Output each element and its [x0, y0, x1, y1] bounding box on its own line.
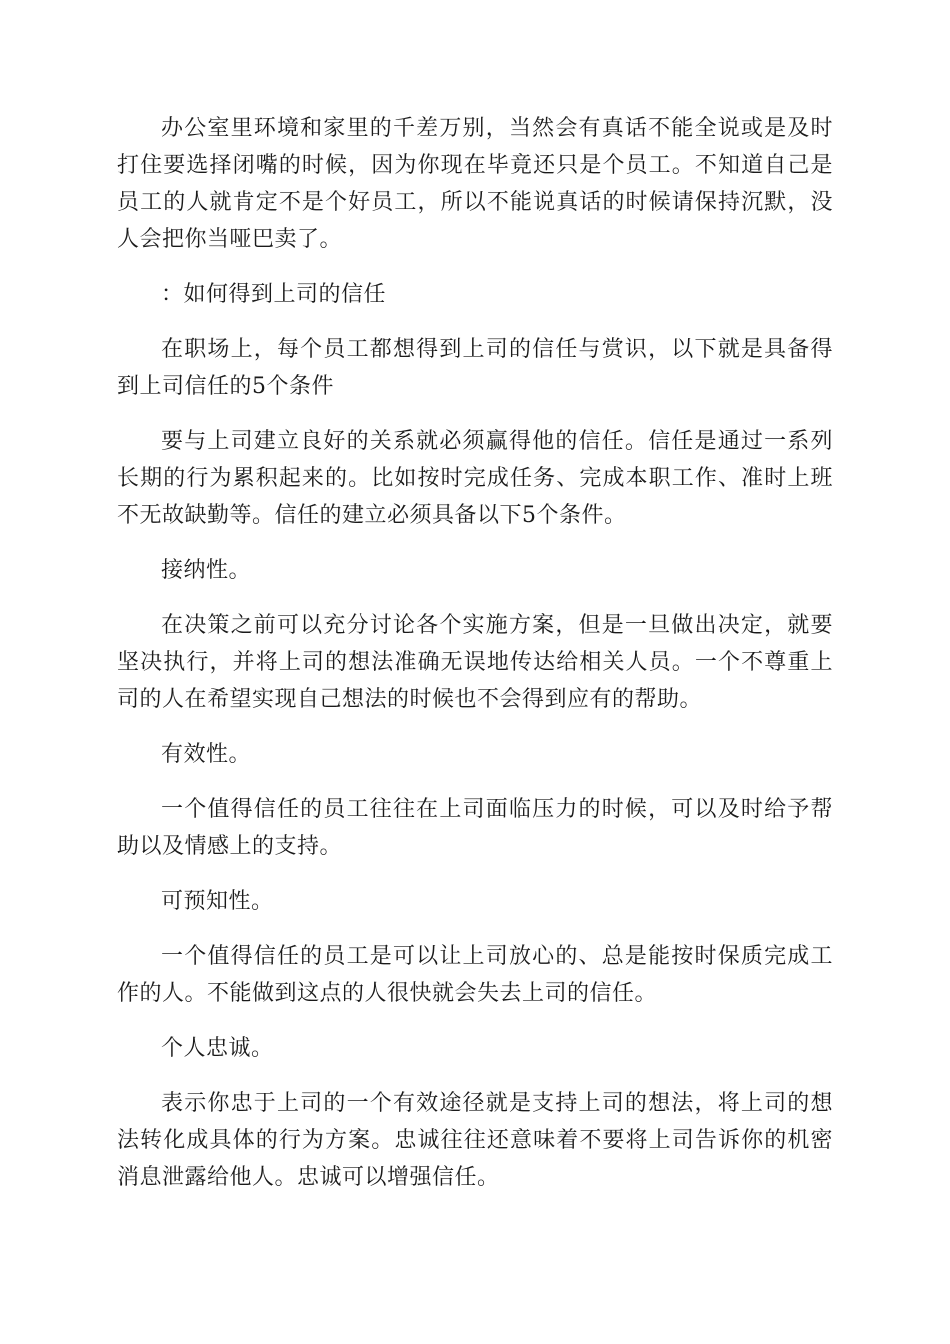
paragraph-loyalty: 表示你忠于上司的一个有效途径就是支持上司的想法，将上司的想法转化成具体的行为方案。忠诚往往还意味着不要将上司告诉你的机密消息泄露给他人。忠诚可以增强信任。: [117, 1091, 833, 1190]
paragraph-effectiveness: 一个值得信任的员工往往在上司面临压力的时候，可以及时给予帮助以及情感上的支持。: [117, 797, 833, 859]
heading-loyalty: 个人忠诚。: [161, 1036, 274, 1061]
paragraph-predictability: 一个值得信任的员工是可以让上司放心的、总是能按时保质完成工作的人。不能做到这点的人很快就会失去上司的信任。: [117, 944, 833, 1006]
paragraph-office-silence: 办公室里环境和家里的千差万别，当然会有真话不能全说或是及时打住要选择闭嘴的时候，因为你现在毕竟还只是个员工。不知道自己是员工的人就肯定不是个好员工，所以不能说真话的时候请保持沉默，没人会把你当哑巴卖了。: [117, 116, 833, 252]
document-page: [117, 110, 833, 1214]
heading-effectiveness: 有效性。: [161, 742, 252, 767]
paragraph-acceptance: 在决策之前可以充分讨论各个实施方案，但是一旦做出决定，就要坚决执行，并将上司的想法准确无误地传达给相关人员。一个不尊重上司的人在希望实现自己想法的时候也不会得到应有的帮助。: [117, 613, 833, 712]
paragraph-workplace-intro: 在职场上，每个员工都想得到上司的信任与赏识，以下就是具备得到上司信任的5个条件: [117, 337, 833, 399]
heading-acceptance: 接纳性。: [161, 558, 252, 583]
paragraph-build-trust: 要与上司建立良好的关系就必须赢得他的信任。信任是通过一系列长期的行为累积起来的。比如按时完成任务、完成本职工作、准时上班不无故缺勤等。信任的建立必须具备以下5个条件。: [117, 429, 833, 528]
heading-predictability: 可预知性。: [161, 889, 274, 914]
section-heading-trust: ：如何得到上司的信任: [161, 282, 387, 307]
